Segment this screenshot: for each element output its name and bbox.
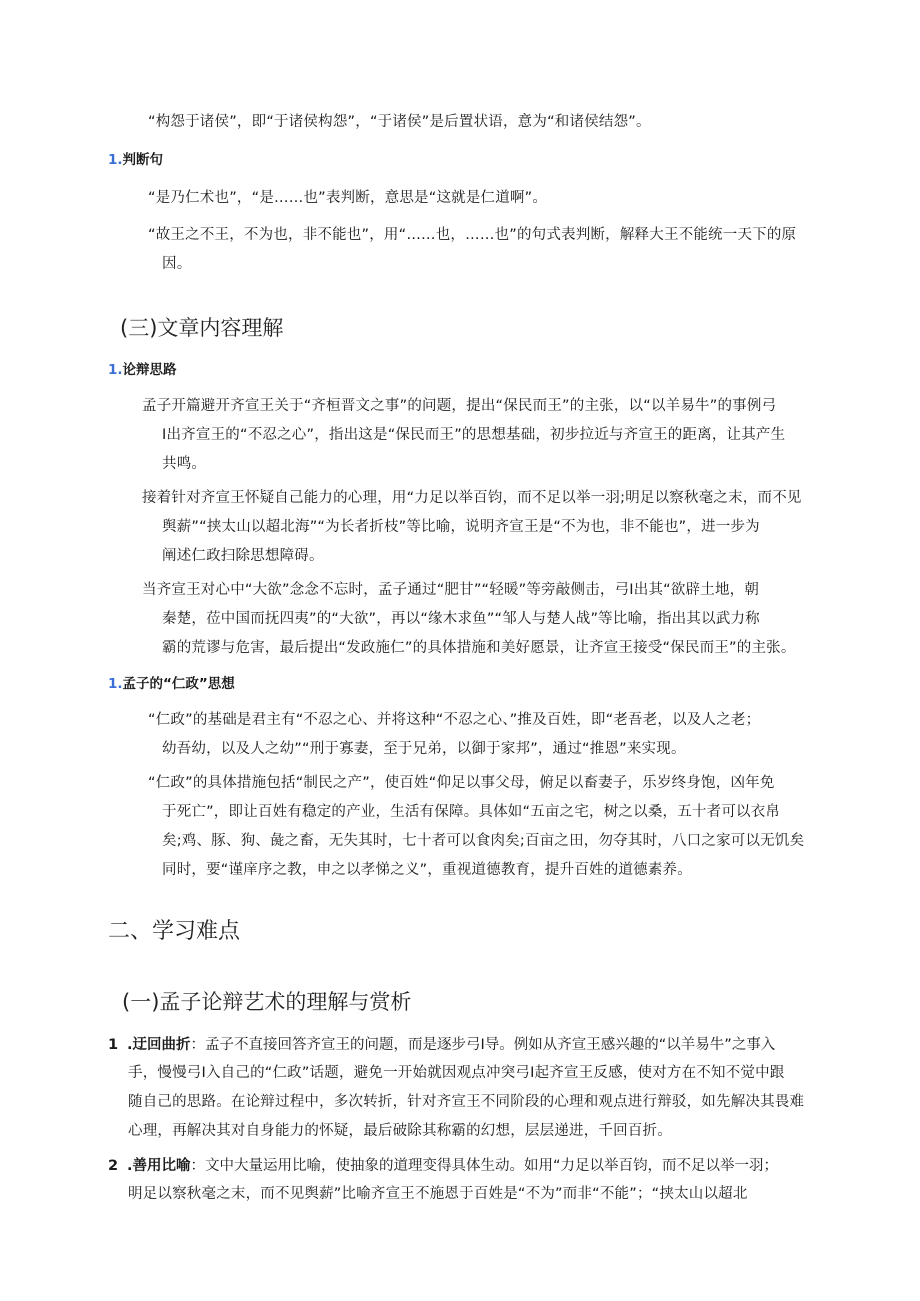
logic-paragraph-2-line-2: 舆薪”“挟太山以超北海”“为长者折枝”等比喻，说明齐宣王是“不为也，非不能也”，进一步为 xyxy=(162,519,760,535)
logic-heading xyxy=(108,359,177,381)
difficulty-item-1 xyxy=(108,1030,808,1060)
section-3-title: (三)文章内容理解 xyxy=(120,316,284,340)
difficulty-item-2-keyword: .善用比喻 xyxy=(127,1158,191,1174)
judge-heading-number: 1. xyxy=(108,152,123,168)
difficulty-item-1-number: 1 xyxy=(108,1037,119,1053)
renzheng-heading-title: 孟子的“仁政”思想 xyxy=(122,676,235,692)
renzheng-paragraph-2-line-2: 于死亡”，即让百姓有稳定的产业，生活有保障。具体如“五亩之宅，树之以桑，五十者可以衣帛 xyxy=(162,804,781,820)
logic-heading-number: 1. xyxy=(108,362,123,378)
logic-paragraph-3-line-1: 当齐宣王对心中“大欲”念念不忘时，孟子通过“肥甘”“轻暖”等旁敲侧击，弓I出其“欲辟土地，朝 xyxy=(142,582,760,598)
renzheng-paragraph-2-line-1: “仁政”的具体措施包括“制民之产”，使百姓“仰足以事父母，俯足以畜妻子，乐岁终身饱，凶年免 xyxy=(148,775,775,791)
judge-paragraph-1: “是乃仁术也”，“是……也”表判断，意思是“这就是仁道啊”。 xyxy=(148,190,548,206)
difficulty-item-1-line-3: 随自己的思路。在论辩过程中，多次转折，针对齐宣王不同阶段的心理和观点进行辩驳，如先解决其畏难 xyxy=(128,1094,805,1110)
judge-heading xyxy=(108,149,163,171)
renzheng-paragraph-2-line-3: 矣;鸡、豚、狗、彘之畜，无失其时，七十者可以食肉矣;百亩之田，勿夺其时，八口之家可以无饥矣 xyxy=(162,833,805,849)
difficulty-item-2-line-1: ：文中大量运用比喻，使抽象的道理变得具体生动。如用“力足以举百钧，而不足以举一羽； xyxy=(190,1158,779,1174)
part-2-title: 二、学习难点 xyxy=(108,919,241,944)
difficulty-item-2-line-2: 明足以察秋毫之末，而不见舆薪”比喻齐宣王不施恩于百姓是“不为”而非“不能”；“挟太山以超北 xyxy=(128,1186,748,1202)
difficulty-item-1-line-1: ：孟子不直接回答齐宣王的问题，而是逐步弓I导。例如从齐宣王感兴趣的“以羊易牛”之事入 xyxy=(190,1037,776,1053)
difficulty-item-1-line-4: 心理，再解决其对自身能力的怀疑，最后破除其称霸的幻想，层层递进，千回百折。 xyxy=(128,1123,672,1139)
renzheng-paragraph-1-line-2: 幼吾幼，以及人之幼”“刑于寡妻，至于兄弟，以御于家邦”，通过“推恩”来实现。 xyxy=(162,741,686,757)
intro-paragraph: “构怨于诸侯”，即“于诸侯构怨”，“于诸侯”是后置状语，意为“和诸侯结怨”。 xyxy=(148,114,651,130)
renzheng-heading-number: 1. xyxy=(108,676,123,692)
logic-paragraph-1-line-1: 孟子开篇避开齐宣王关于“齐桓晋文之事”的问题，提出“保民而王”的主张，以“以羊易牛”的事例弓 xyxy=(142,398,777,414)
logic-heading-title: 论辩思路 xyxy=(122,362,177,378)
subsection-1-title: (一)孟子论辩艺术的理解与赏析 xyxy=(122,990,412,1014)
logic-paragraph-3-line-2: 秦楚，莅中国而抚四夷”的“大欲”，再以“缘木求鱼”“邹人与楚人战”等比喻，指出其以武力称 xyxy=(162,611,760,627)
renzheng-paragraph-1-line-1: “仁政”的基础是君主有“不忍之心、并将这种“不忍之心、”推及百姓，即“老吾老，以及人之老； xyxy=(148,712,761,728)
judge-paragraph-2-line-2: 因。 xyxy=(162,256,192,272)
logic-paragraph-3-line-3: 霸的荒谬与危害，最后提出“发政施仁”的具体措施和美好愿景，让齐宣王接受“保民而王”的主张。 xyxy=(162,640,796,656)
difficulty-item-1-line-2: 手，慢慢弓I入自己的“仁政”话题，避免一开始就因观点冲突弓I起齐宣王反感，使对方在不知不觉中跟 xyxy=(128,1065,785,1081)
renzheng-heading xyxy=(108,673,235,695)
renzheng-paragraph-2-line-4: 同时，要“谨庠序之教，申之以孝悌之义”，重视道德教育，提升百姓的道德素养。 xyxy=(162,862,692,878)
difficulty-item-2-number: 2 xyxy=(108,1158,119,1174)
difficulty-item-2 xyxy=(108,1151,808,1181)
judge-paragraph-2-line-1: “故王之不王，不为也，非不能也”，用“……也，……也”的句式表判断，解释大王不能统一天下的原 xyxy=(148,227,797,243)
logic-paragraph-1-line-3: 共鸣。 xyxy=(162,456,207,472)
logic-paragraph-1-line-2: I出齐宣王的“不忍之心”，指出这是“保民而王”的思想基础，初步拉近与齐宣王的距离，让其产生 xyxy=(162,427,786,443)
logic-paragraph-2-line-1: 接着针对齐宣王怀疑自己能力的心理，用“力足以举百钧，而不足以举一羽;明足以察秋毫之末，而不见 xyxy=(142,490,802,506)
difficulty-item-1-keyword: .迂回曲折 xyxy=(127,1037,191,1053)
logic-paragraph-2-line-3: 阐述仁政扫除思想障碍。 xyxy=(162,548,324,564)
judge-heading-title: 判断句 xyxy=(122,152,164,168)
